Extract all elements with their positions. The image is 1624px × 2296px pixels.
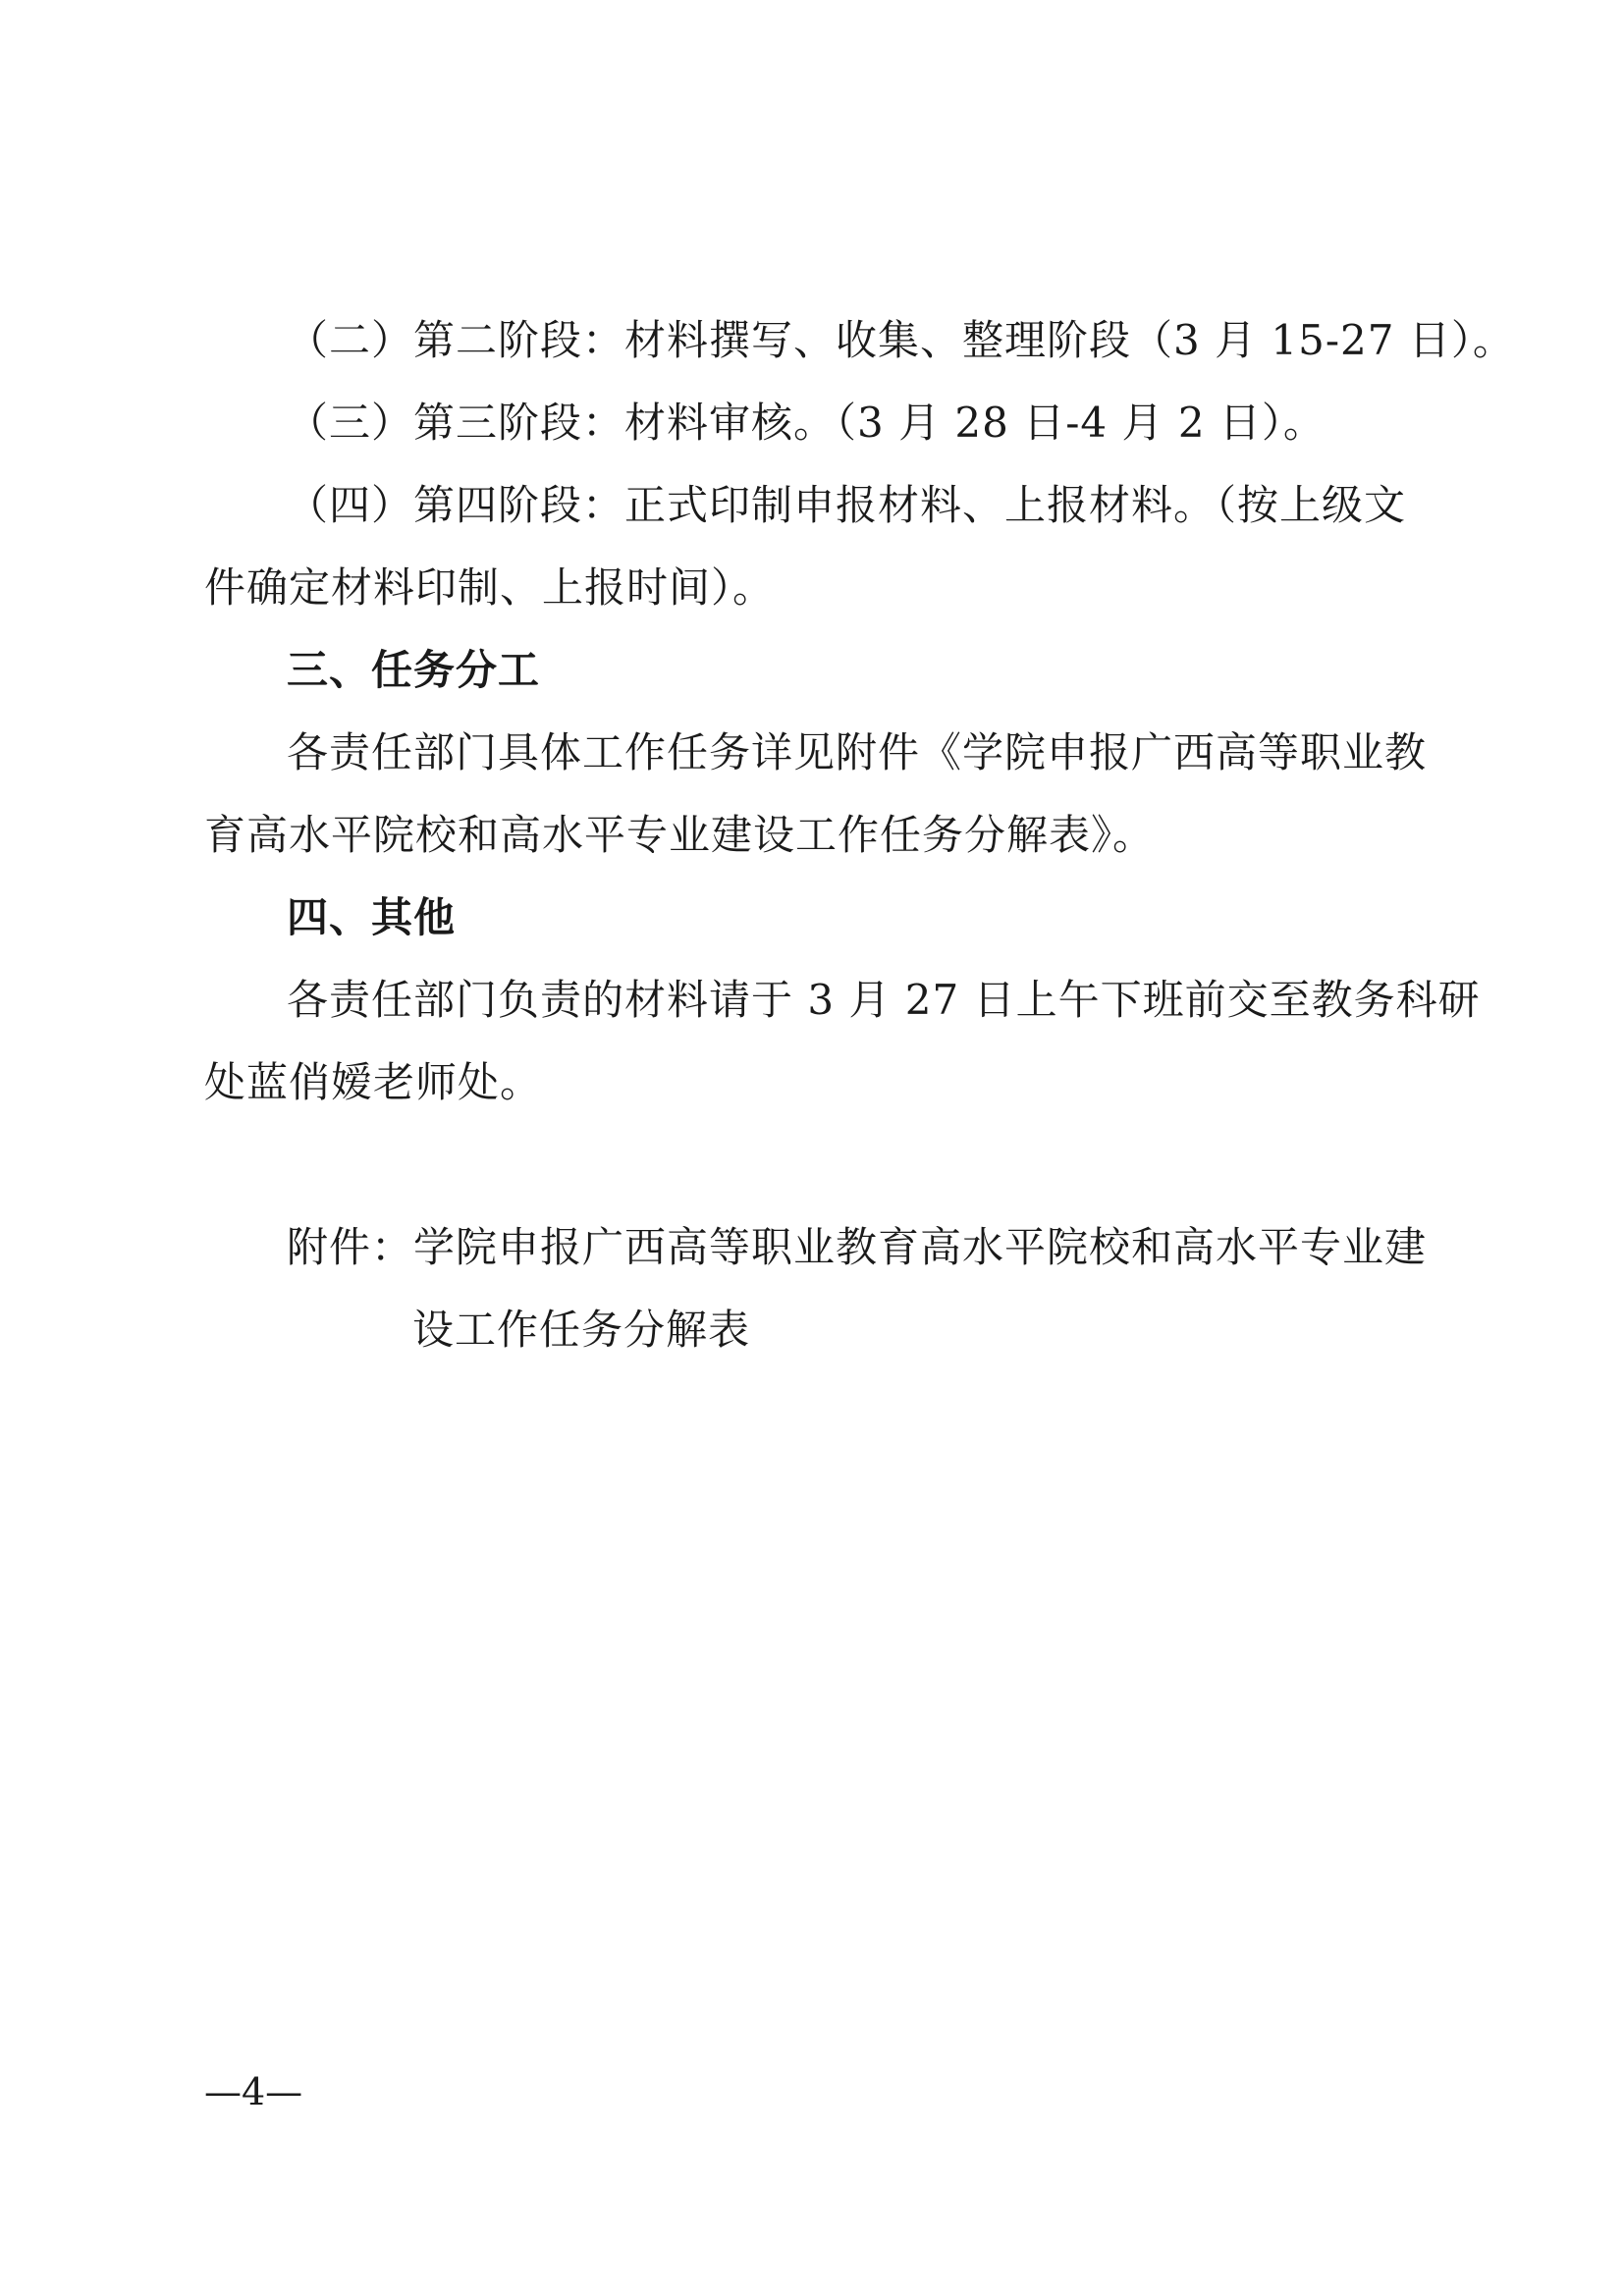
other-paragraph-line1: 各责任部门负责的材料请于 3 月 27 日上午下班前交至教务科研 <box>287 976 1481 1024</box>
other-paragraph-line2: 处蓝俏嫒老师处。 <box>204 1058 543 1106</box>
phase2-paragraph: （二）第二阶段：材料撰写、收集、整理阶段（3 月 15-27 日）。 <box>287 316 1515 364</box>
section-heading-other: 四、其他 <box>287 893 457 941</box>
section-heading-task-division: 三、任务分工 <box>287 646 541 694</box>
phase4-paragraph-line2: 件确定材料印制、上报时间）。 <box>204 563 776 612</box>
task-paragraph-line2: 育高水平院校和高水平专业建设工作任务分解表》。 <box>204 811 1156 859</box>
attachment-line1: 附件：学院申报广西高等职业教育高水平院校和高水平专业建 <box>287 1223 1428 1271</box>
task-paragraph-line1: 各责任部门具体工作任务详见附件《学院申报广西高等职业教 <box>287 728 1428 776</box>
phase4-paragraph-line1: （四）第四阶段：正式印制申报材料、上报材料。（按上级文 <box>287 481 1407 529</box>
page-number: —4— <box>204 2070 303 2113</box>
phase3-paragraph: （三）第三阶段：材料审核。（3 月 28 日-4 月 2 日）。 <box>287 399 1326 447</box>
attachment-line2: 设工作任务分解表 <box>412 1306 751 1354</box>
